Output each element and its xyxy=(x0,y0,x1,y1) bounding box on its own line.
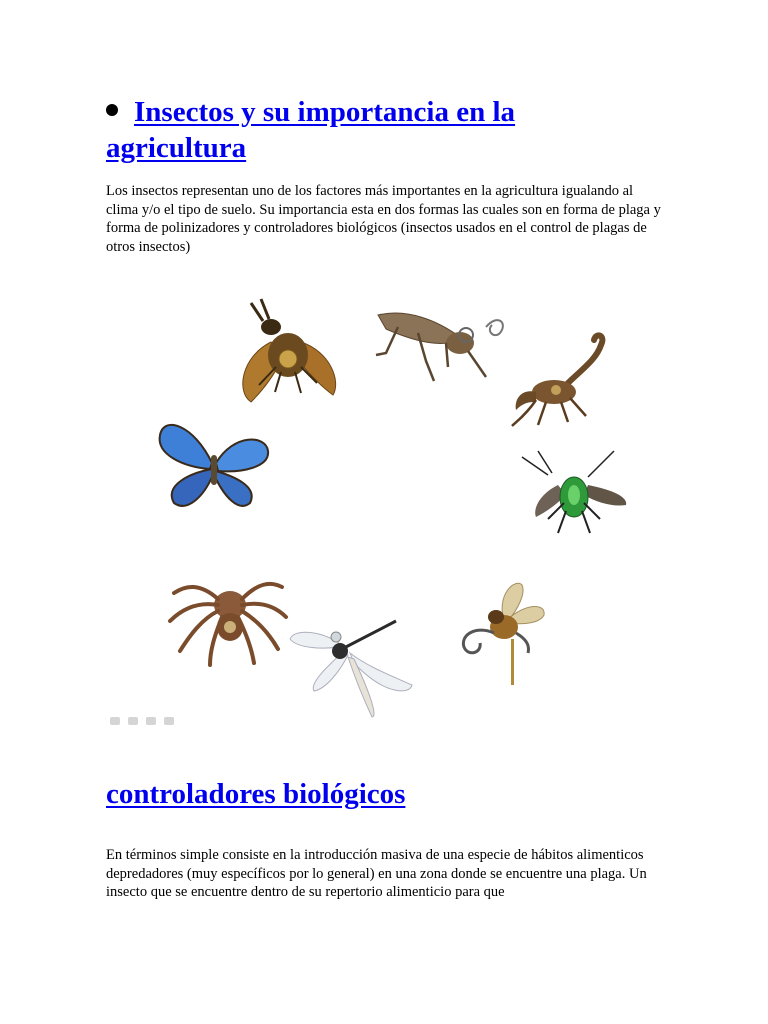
heading-line-1: Insectos y su importancia en la xyxy=(134,96,516,128)
green-beetle-icon xyxy=(518,445,633,545)
image-toolbar xyxy=(110,717,174,725)
dragonfly-icon xyxy=(284,605,424,720)
toolbar-dot-icon xyxy=(146,717,156,725)
bee-icon xyxy=(456,573,551,688)
butterfly-icon xyxy=(154,415,274,515)
grasshopper-icon xyxy=(368,293,508,383)
section-heading-insects xyxy=(106,94,666,166)
scorpion-icon xyxy=(506,330,616,440)
heading-link-biocontrol[interactable]: controladores biológicos xyxy=(106,778,406,810)
heading-link-insects[interactable] xyxy=(106,96,515,164)
toolbar-dot-icon xyxy=(164,717,174,725)
bullet-icon xyxy=(106,104,118,116)
spider-icon xyxy=(166,547,291,667)
intro-paragraph: Los insectos representan uno de los factores más importantes en la agricultura igualando al clima y/o el tipo de suelo. Su importancia esta en dos formas las cuales son en forma de plaga y forma de polinizadores y controladores biológicos (insectos usados en el control de plagas de otros insectos) xyxy=(106,183,661,255)
biocontrol-paragraph: En términos simple consiste en la introducción masiva de una especie de hábitos alimenticos depredadores (muy específicos por lo general) en una zona donde se encuentre una plaga. Un insecto que se encuentre dentro de su repertorio alimenticio para que xyxy=(106,847,647,900)
toolbar-dot-icon xyxy=(110,717,120,725)
section-heading-biocontrol xyxy=(106,776,666,812)
heading-line-2: agricultura xyxy=(106,132,247,164)
insects-illustration xyxy=(106,285,666,735)
beetle-icon xyxy=(231,297,346,407)
toolbar-dot-icon xyxy=(128,717,138,725)
